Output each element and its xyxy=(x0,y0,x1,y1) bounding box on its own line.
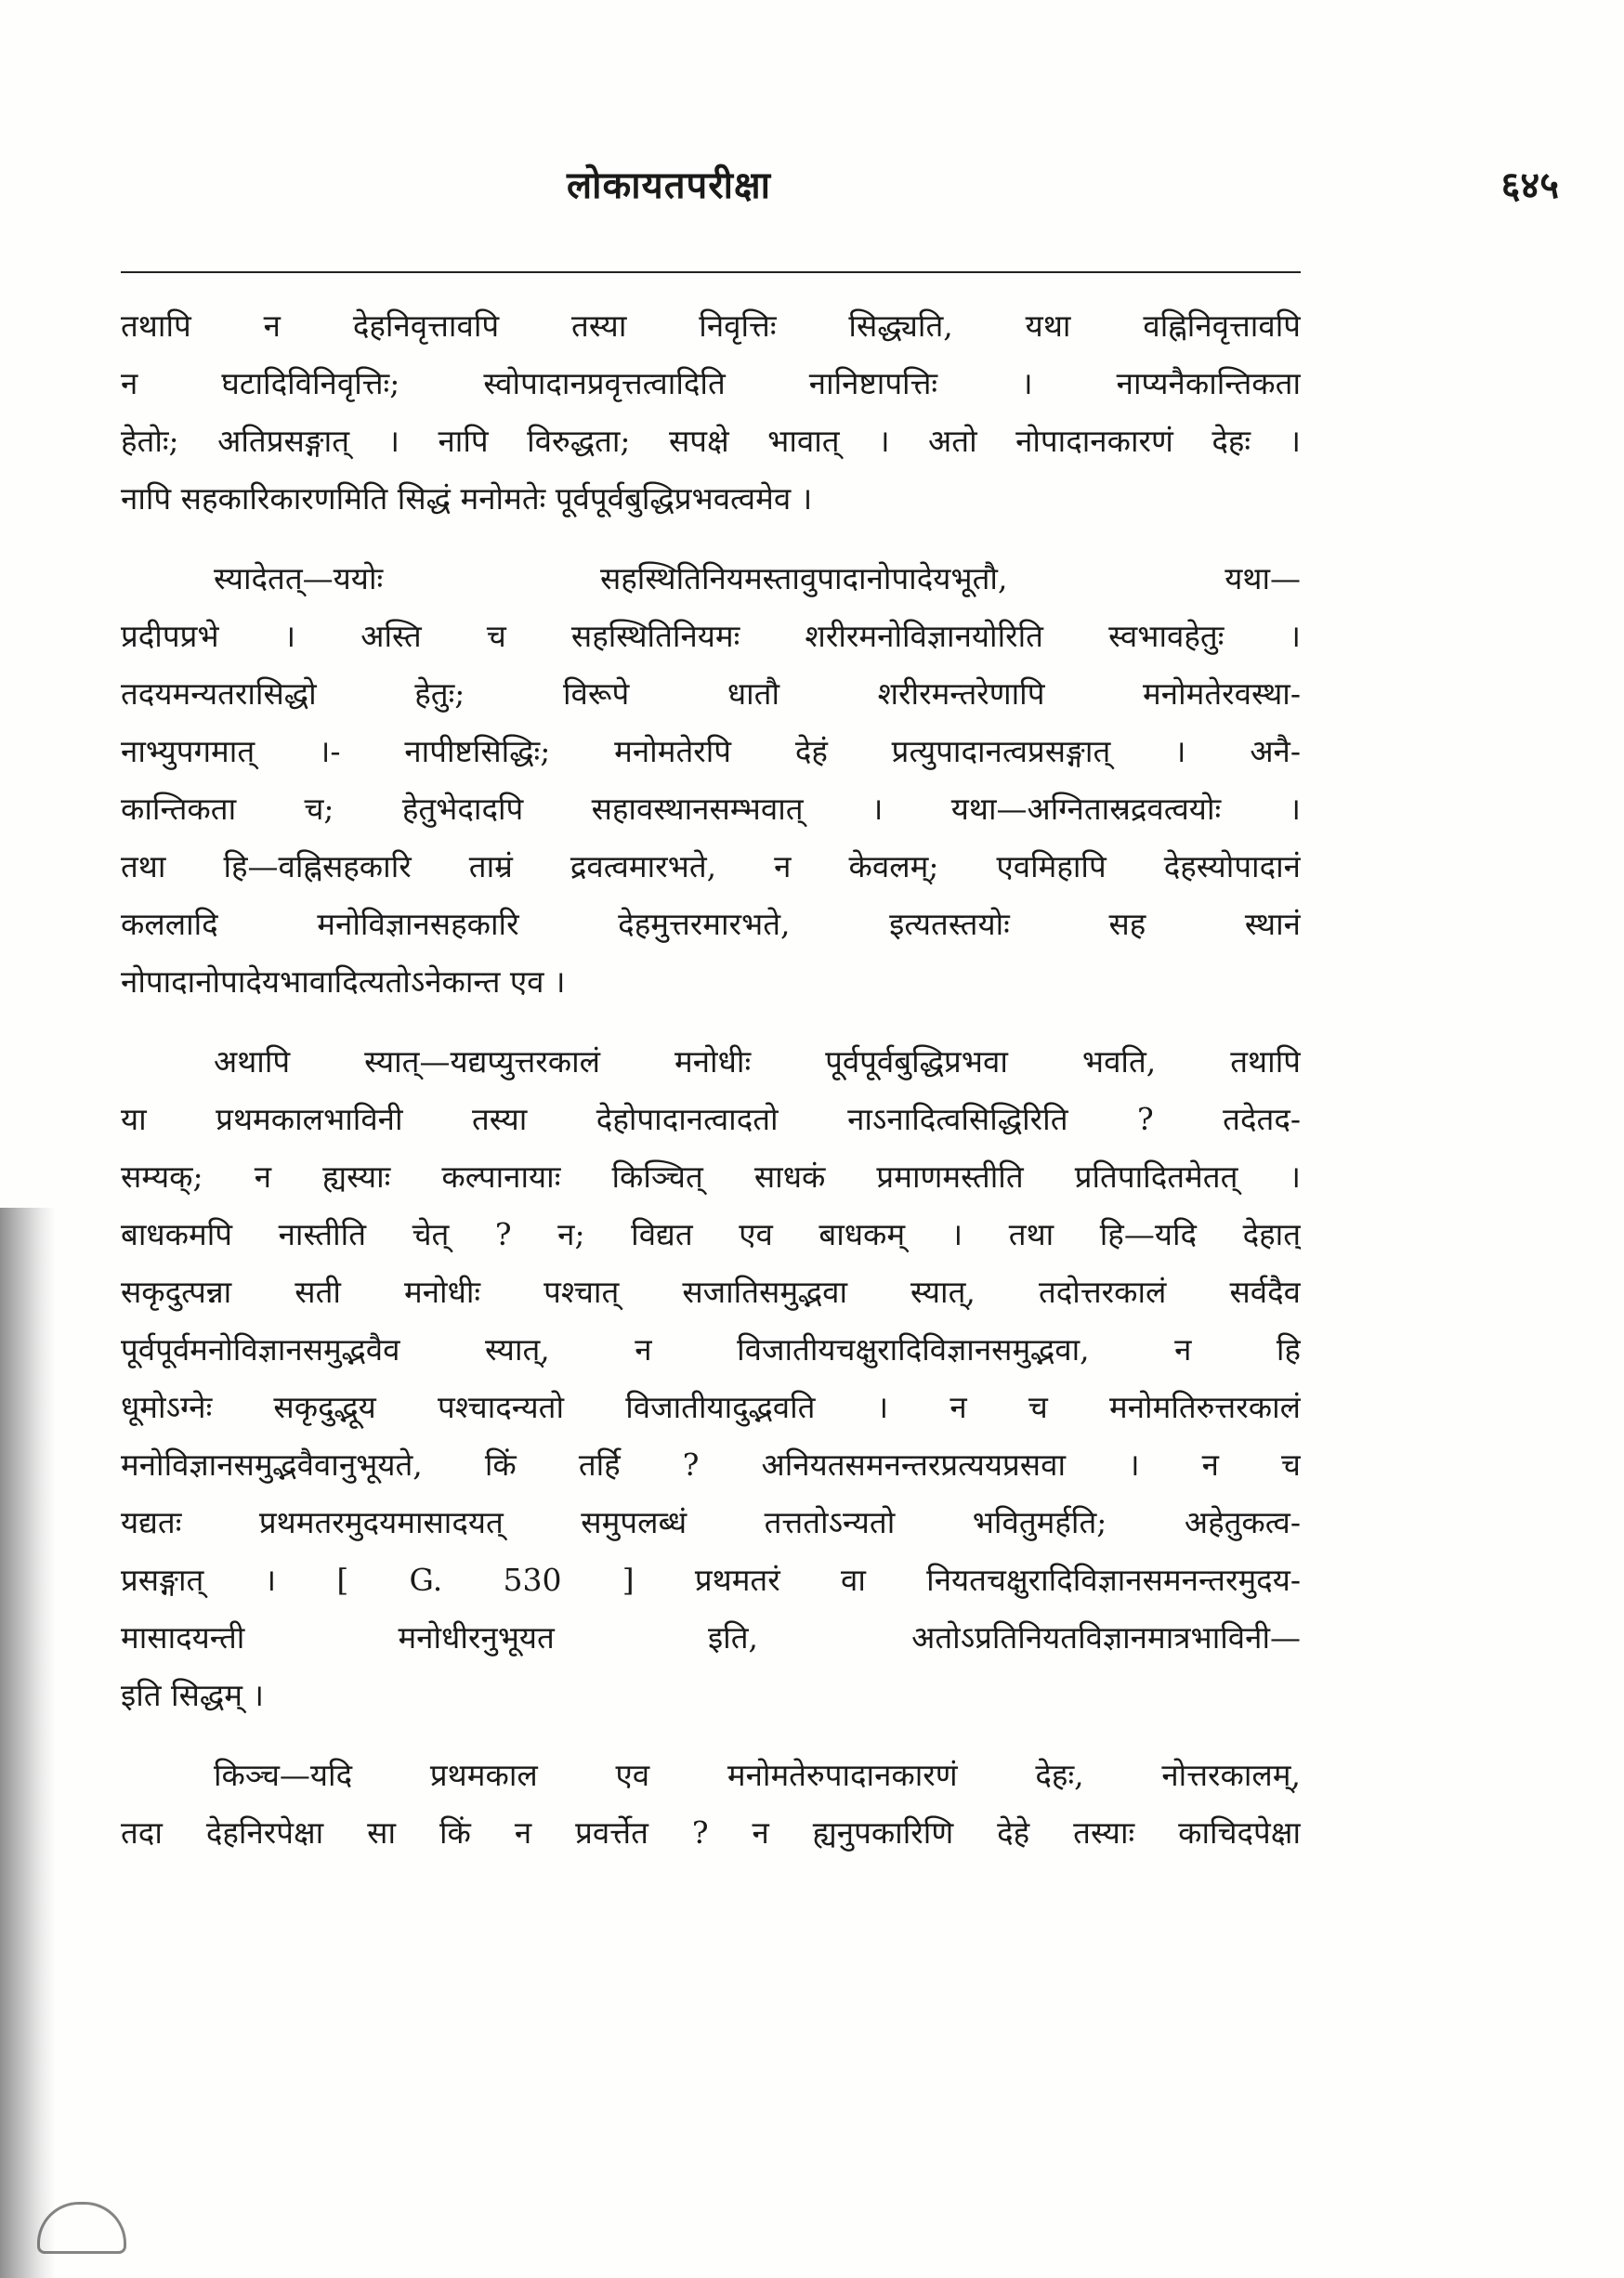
text-line: प्रदीपप्रभे । अस्ति च सहस्थितिनियमः शरीरमनोविज्ञानयोरिति स्वभावहेतुः । xyxy=(121,618,1301,654)
text-line: बाधकमपि नास्तीति चेत् ? न; विद्यत एव बाधकम् । तथा हि—यदि देहात् xyxy=(121,1216,1301,1252)
text-line: किञ्च—यदि प्रथमकाल एव मनोमतेरुपादानकारणं देहः, नोत्तरकालम्, xyxy=(214,1757,1301,1793)
page-number: ६४५ xyxy=(1500,164,1559,207)
text-line: इति सिद्धम् । xyxy=(121,1677,265,1713)
text-line: यद्यतः प्रथमतरमुदयमासादयत् समुपलब्धं तत्ततोऽन्यतो भवितुमर्हति; अहेतुकत्व- xyxy=(121,1504,1301,1540)
paragraph-3 xyxy=(121,1033,1301,1724)
text-line: तथापि न देहनिवृत्तावपि तस्या निवृत्तिः सिद्ध्यति, यथा वह्निनिवृत्तावपि xyxy=(121,308,1301,344)
text-line: नापि सहकारिकारणमिति सिद्धं मनोमतेः पूर्वपूर्वबुद्धिप्रभवत्वमेव । xyxy=(121,480,813,517)
text-line: मासादयन्ती मनोधीरनुभूयत इति, अतोऽप्रतिनियतविज्ञानमात्रभाविनी— xyxy=(121,1619,1301,1656)
text-line: या प्रथमकालभाविनी तस्या देहोपादानत्वादतो नाऽनादित्वसिद्धिरिति ? तदेतद- xyxy=(121,1101,1301,1137)
header-rule xyxy=(121,271,1301,273)
text-line: तदयमन्यतरासिद्धो हेतुः; विरूपे धातौ शरीरमन्तरेणापि मनोमतेरवस्था- xyxy=(121,675,1301,712)
text-line: तथा हि—वह्निसहकारि ताम्रं द्रवत्वमारभते, न केवलम्; एवमिहापि देहस्योपादानं xyxy=(121,848,1301,884)
running-title: लोकायतपरीक्षा xyxy=(567,164,772,207)
paragraph-1 xyxy=(121,297,1301,528)
text-line: कान्तिकता च; हेतुभेदादपि सहावस्थानसम्भवात् । यथा—अग्नितास्रद्रवत्वयोः । xyxy=(121,791,1301,827)
text-line: सम्यक्; न ह्यस्याः कल्पानायाः किञ्चित् साधकं प्रमाणमस्तीति प्रतिपादितमेतत् । xyxy=(121,1159,1301,1195)
paragraph-4 xyxy=(121,1747,1301,1862)
text-line: स्यादेतत्—ययोः सहस्थितिनियमस्तावुपादानोपादेयभूतौ, यथा— xyxy=(214,560,1301,596)
text-line: सकृदुत्पन्ना सती मनोधीः पश्चात् सजातिसमुद्भवा स्यात्, तदोत्तरकालं सर्वदैव xyxy=(121,1274,1301,1310)
book-spine-shadow xyxy=(0,1208,56,2278)
text-line: नाभ्युपगमात् ।- नापीष्टसिद्धिः; मनोमतेरपि देहं प्रत्युपादानत्वप्रसङ्गात् । अनै- xyxy=(121,733,1301,769)
text-line: पूर्वपूर्वमनोविज्ञानसमुद्भवैव स्यात्, न विजातीयचक्षुरादिविज्ञानसमुद्भवा, न हि xyxy=(121,1331,1301,1368)
text-line: नोपादानोपादेयभावादित्यतोऽनेकान्त एव । xyxy=(121,963,566,1000)
text-line: न घटादिविनिवृत्तिः; स्वोपादानप्रवृत्तत्वादिति नानिष्टापत्तिः । नाप्यनैकान्तिकता xyxy=(121,365,1301,401)
paragraph-2 xyxy=(121,550,1301,1011)
text-line: कललादि मनोविज्ञानसहकारि देहमुत्तरमारभते, इत्यतस्तयोः सह स्थानं xyxy=(121,906,1301,942)
text-line: हेतोः; अतिप्रसङ्गात् । नापि विरुद्धता; सपक्षे भावात् । अतो नोपादानकारणं देहः । xyxy=(121,423,1301,459)
page-header xyxy=(121,158,1559,223)
body-text xyxy=(121,297,1301,1862)
text-line: अथापि स्यात्—यद्यप्युत्तरकालं मनोधीः पूर्वपूर्वबुद्धिप्रभवा भवति, तथापि xyxy=(214,1043,1301,1080)
text-line: प्रसङ्गात् । [ G. 530 ] प्रथमतरं वा नियतचक्षुरादिविज्ञानसमनन्तरमुदय- xyxy=(121,1562,1301,1598)
text-line: मनोविज्ञानसमुद्भवैवानुभूयते, किं तर्हि ? अनियतसमनन्तरप्रत्ययप्रसवा । न च xyxy=(121,1447,1301,1483)
text-line: तदा देहनिरपेक्षा सा किं न प्रवर्त्तेत ? न ह्यनुपकारिणि देहे तस्याः काचिदपेक्षा xyxy=(121,1814,1301,1851)
text-line: धूमोऽग्नेः सकृदुद्भूय पश्चादन्यतो विजातीयादुद्भवति । न च मनोमतिरुत्तरकालं xyxy=(121,1389,1301,1425)
